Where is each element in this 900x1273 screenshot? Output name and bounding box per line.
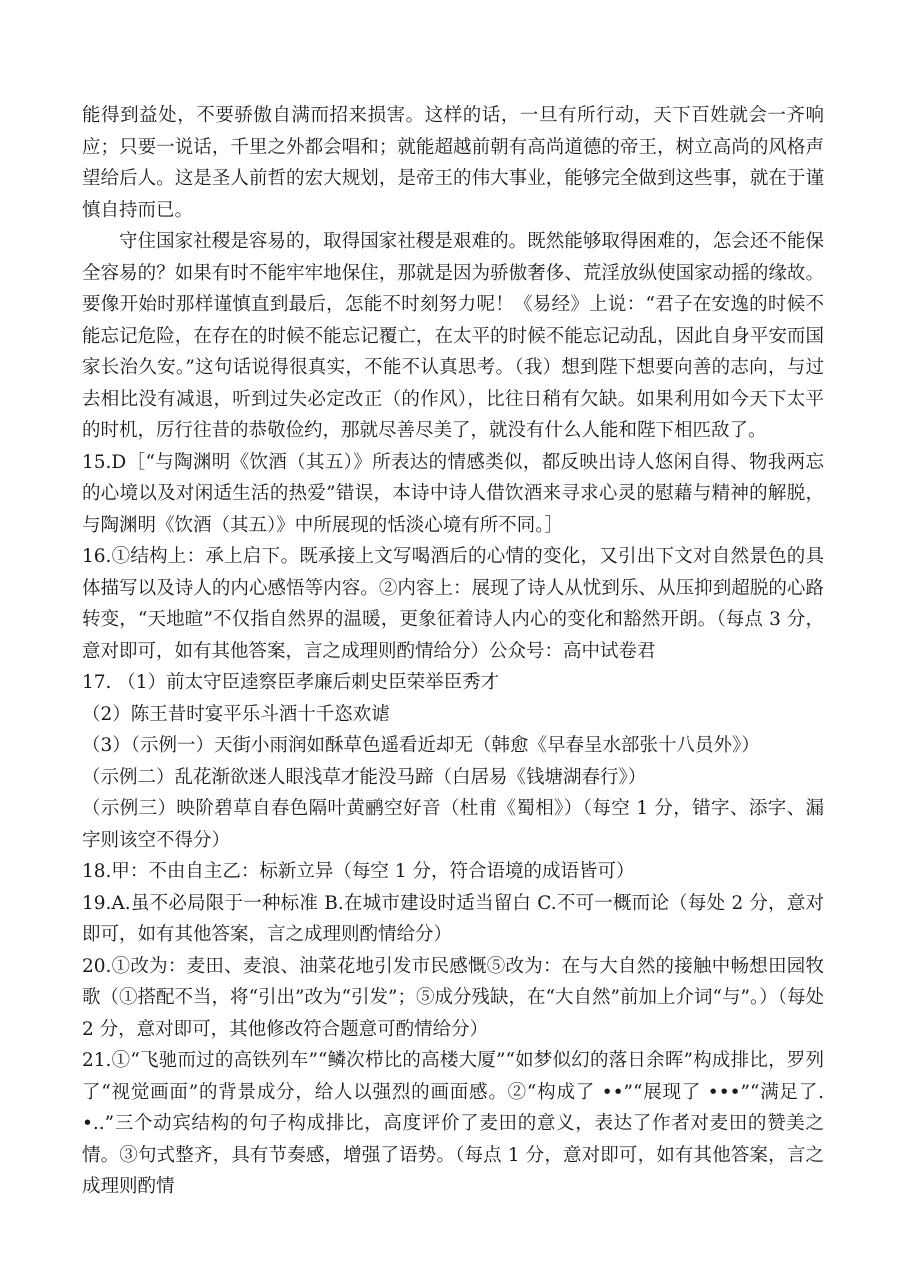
answer-16: 16.①结构上：承上启下。既承接上文写喝酒后的心情的变化，又引出下文对自然景色的具体描写以及诗人的内心感悟等内容。②内容上：展现了诗人从忧到乐、从压抑到超脱的心路转变，“天地暄”不仅指自然界的温暖，更象征着诗人内心的变化和豁然开朗。（每点 3 分，意对即可，如有其他答案，言之成理则酌情给分）公众号：高中试卷君 — [82, 546, 824, 662]
answer-17-2: （2）陈王昔时宴平乐斗酒十千恣欢谑 — [82, 703, 390, 725]
answer-17-1: 17. （1）前太守臣逵察臣孝廉后刺史臣荣举臣秀才 — [82, 672, 500, 693]
answer-17-3-example-2: （示例二）乱花渐欲迷人眼浅草才能没马蹄（白居易《钱塘湖春行》） — [82, 766, 647, 788]
answer-20: 20.①改为：麦田、麦浪、油菜花地引发市民感慨⑤改为：在与大自然的接触中畅想田园牧歌（①搭配不当，将“引出”改为“引发”；⑤成分残缺，在“大自然”前加上介词“与”。）（每处 2 分，意对即可，其他修改符合题意可酌情给分） — [82, 955, 824, 1040]
answer-15: 15.D［“与陶渊明《饮酒（其五）》所表达的情感类似，都反映出诗人悠闲自得、物我两忘的心境以及对闲适生活的热爱”错误，本诗中诗人借饮酒来寻求心灵的慰藉与精神的解脱，与陶渊明《饮酒（其五）》中所展现的恬淡心境有所不同。］ — [82, 451, 824, 536]
answer-18: 18.甲：不由自主乙：标新立异（每空 1 分，符合语境的成语皆可） — [82, 861, 635, 882]
answer-21: 21.①“飞驰而过的高铁列车”“鳞次栉比的高楼大厦”“如梦似幻的落日余晖”构成排比，罗列了“视觉画面”的背景成分，给人以强烈的画面感。②“构成了 ••”“展现了 •••”“满足了. •..”三个动宾结构的句子构成排比，高度评价了麦田的意义，表达了作者对麦田的赞美之情。③句式整齐，具有节奏感，增强了语势。（每点 1 分，意对即可，如有其他答案，言之成理则酌情 — [82, 1050, 824, 1197]
answer-19: 19.A.虽不必局限于一种标准 B.在城市建设时适当留白 C.不可一概而论（每处 2 分，意对即可，如有其他答案，言之成理则酌情给分） — [82, 892, 824, 945]
document-body — [82, 100, 824, 1203]
answer-17-3-example-1: （3）（示例一）天街小雨润如酥草色遥看近却无（韩愈《早春呈水部张十八员外》） — [82, 735, 760, 756]
answer-17-3-example-3: （示例三）映阶碧草自春色隔叶黄鹂空好音（杜甫《蜀相》）（每空 1 分，错字、添字、漏字则该空不得分） — [82, 798, 824, 851]
paragraph-translation-end: 能得到益处，不要骄傲自满而招来损害。这样的话，一旦有所行动，天下百姓就会一齐响应；只要一说话，千里之外都会唱和；就能超越前朝有高尚道德的帝王，树立高尚的风格声望给后人。这是圣人前哲的宏大规划，是帝王的伟大事业，能够完全做到这些事，就在于谨慎自持而已。 — [82, 105, 824, 221]
paragraph-translation-second: 守住国家社稷是容易的，取得国家社稷是艰难的。既然能够取得困难的，怎会还不能保全容易的？如果有时不能牢牢地保住，那就是因为骄傲奢侈、荒淫放纵使国家动摇的缘故。要像开始时那样谨慎直到最后，怎能不时刻努力呢！《易经》上说：“君子在安逸的时候不能忘记危险，在存在的时候不能忘记覆亡，在太平的时候不能忘记动乱，因此自身平安而国家长治久安。”这句话说得很真实，不能不认真思考。（我）想到陛下想要向善的志向，与过去相比没有减退，听到过失必定改正（的作风），比往日稍有欠缺。如果利用如今天下太平的时机，厉行往昔的恭敬俭约，那就尽善尽美了，就没有什么人能和陛下相匹敌了。 — [82, 231, 824, 441]
